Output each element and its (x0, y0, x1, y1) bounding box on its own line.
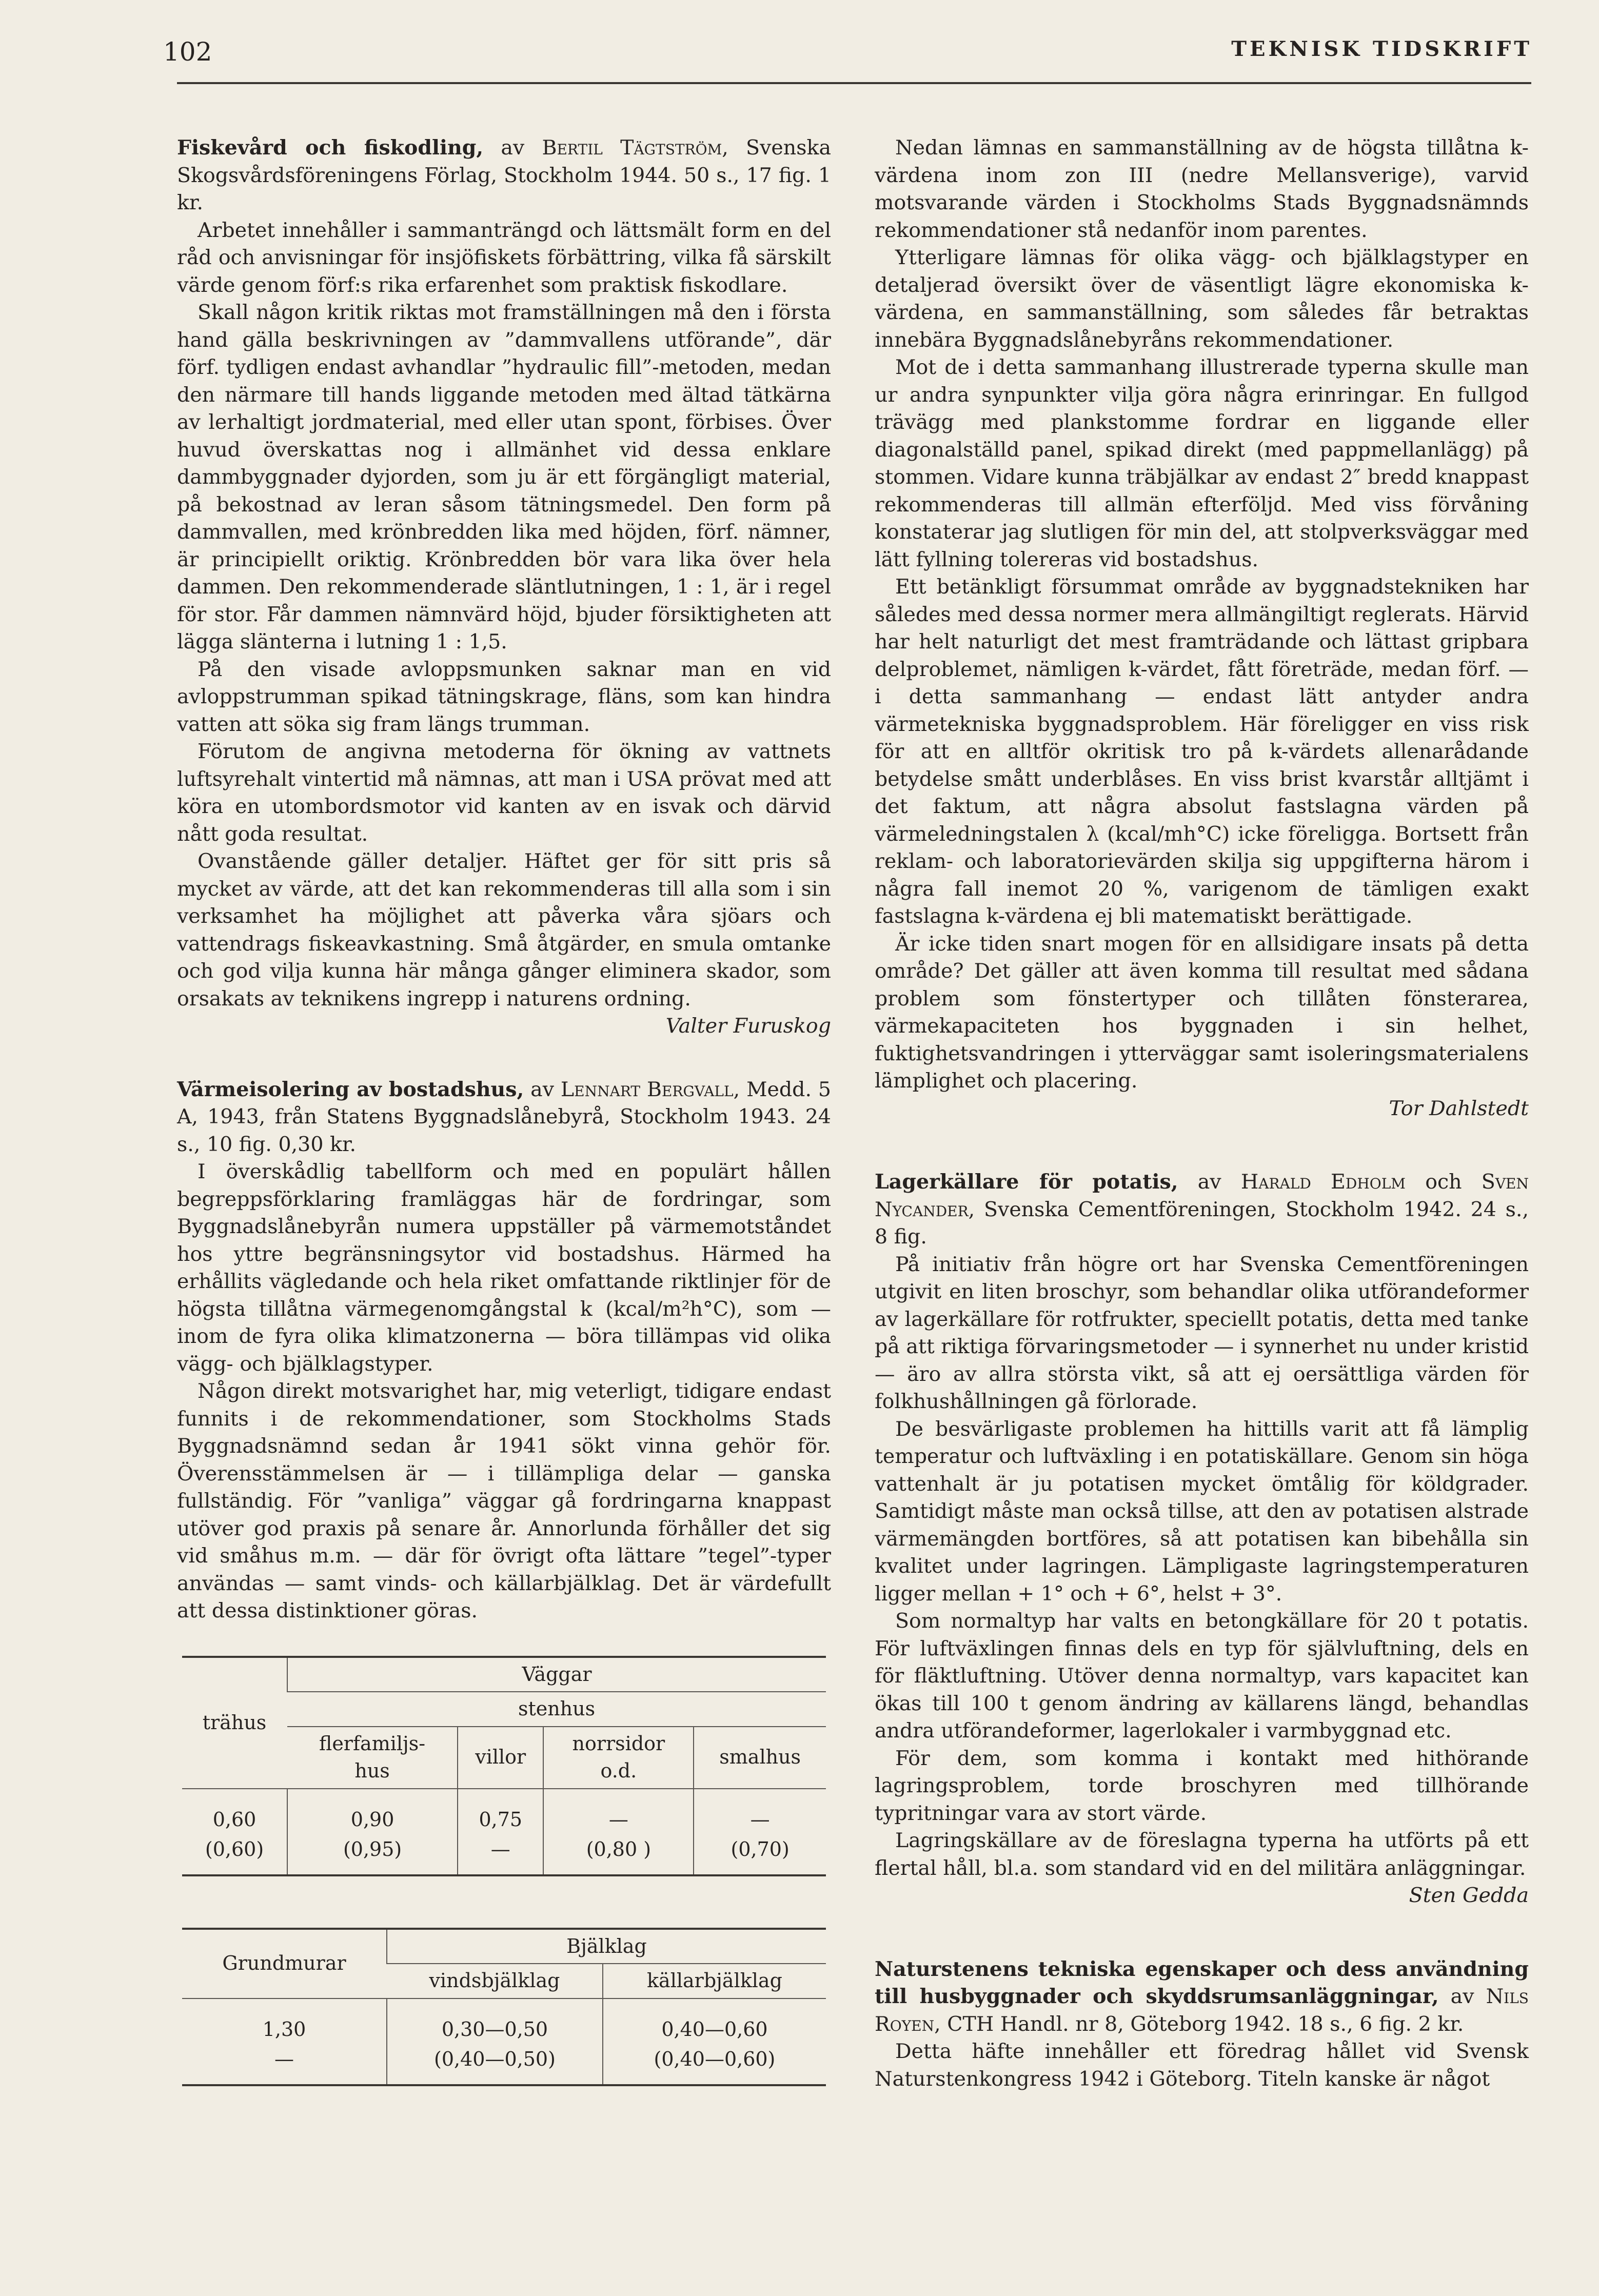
review-paragraph: I överskådlig tabellform och med en populärt hållen begreppsförklaring framläggas här de fordringar, som Byggnadslånebyrån numera uppställer på värmemotståndet hos yttre begränsningsytor vid bostadshus. Härmed ha erhållits vägledande och hela riket omfattande riktlinjer för de högsta tillåtna värmegenomgångstal k (kcal/m²h°C), som — inom de fyra olika klimatzonerna — böra tillämpas vid olika vägg- och bjälklagstyper. (177, 1160, 831, 1376)
header-bjalklag: Bjälklag (387, 1929, 826, 1964)
book-publication: Svenska Cementföreningen, Stockholm 1942. 24 s., 8 fig. (875, 1197, 1529, 1249)
value-villor: 0,75 — (458, 1789, 543, 1875)
review-paragraph: På den visade avloppsmunken saknar man en vid avloppstrumman spikad tätningskrage, fläns, som kan hindra vatten att söka sig fram längs trumman. (177, 657, 831, 736)
book-publication: Medd. 5 A, 1943, från Statens Byggnadslånebyrå, Stockholm 1943. 24 s., 10 fig. 0,30 kr. (177, 1077, 832, 1156)
book-author: Lennart Bergvall, (560, 1077, 740, 1101)
page-number: 102 (163, 37, 212, 67)
review-paragraph: Detta häfte innehåller ett föredrag hållet vid Svensk Naturstenkongress 1942 i Göteborg. Titeln kanske är något (875, 2040, 1529, 2091)
review-paragraph: Är icke tiden snart mogen för en allsidigare insats på detta område? Det gäller att även komma till resultat med sådana problem som fönstertyper och tillåten fönsterarea, värmekapaciteten hos byggnaden i sin helhet, fuktighetsvandringen i ytterväggar samt isoleringsmaterialens lämplighet och placering. (875, 932, 1529, 1093)
header-trahus: trähus (182, 1657, 287, 1789)
header-rule (177, 82, 1531, 84)
review-lagerkallare (875, 1169, 1529, 1910)
reviewer-signature: Valter Furuskog (665, 1014, 831, 1038)
value-kallarbjalklag: 0,40—0,60 (0,40—0,60) (603, 1998, 826, 2085)
review-paragraph: Som normaltyp har valts en betongkällare för 20 t potatis. För luftväxlingen finnas dels en typ för självluftning, dels en för fläktluftning. Utöver denna normaltyp, vars kapacitet kan ökas till 100 t genom ändring av källarens längd, behandlas andra utförandeformer, lagerlokaler i varmbyggnad etc. (875, 1609, 1529, 1743)
review-paragraph: Någon direkt motsvarighet har, mig veterligt, tidigare endast funnits i de rekommendationer, som Stockholms Stads Byggnadsnämnd sedan år 1941 sökt vinna gehör för. Överensstämmelsen är — i tillämpliga delar — ganska fullständig. För ”vanliga” väggar gå fordringarna knappast utöver god praxis på senare år. Annorlunda förhåller det sig vid småhus m.m. — där för övrigt ofta lättare ”tegel”-typer användas — samt vinds- och källarbjälklag. Det är värdefullt att dessa distinktioner göras. (177, 1379, 831, 1622)
review-varmeisolering (177, 1076, 831, 1625)
review-varmeisolering-continued (875, 134, 1529, 1122)
review-paragraph: Ytterligare lämnas för olika vägg- och bjälklagstyper en detaljerad översikt över de väsentligt lägre ekonomiska k-värdena, en sammanställning, som således får betraktas innebära Byggnadslånebyråns rekommendationer. (875, 246, 1529, 352)
review-paragraph: Arbetet innehåller i sammanträngd och lättsmält form en del råd och anvisningar för insjöfiskets förbättring, vilka få särskilt värde genom förf:s rika erfarenhet som praktisk fiskodlare. (177, 218, 831, 297)
left-column (177, 134, 831, 2086)
review-paragraph: Lagringskällare av de föreslagna typerna ha utförts på ett flertal håll, bl.a. som standard vid en del militära anläggningar. (875, 1829, 1529, 1880)
value-flerfamiljshus: 0,90 (0,95) (287, 1789, 458, 1875)
book-publication: CTH Handl. nr 8, Göteborg 1942. 18 s., 6 fig. 2 kr. (947, 2012, 1464, 2036)
floors-k-value-table (182, 1928, 826, 2086)
book-author: Bertil Tägtström, (542, 136, 728, 160)
review-citation: Lagerkällare för potatis, av Harald Edholm och Sven Nycander, Svenska Cementföreningen, Stockholm 1942. 24 s., 8 fig. (875, 1170, 1529, 1249)
header-grundmurar: Grundmurar (182, 1929, 387, 1998)
review-citation: Naturstenens tekniska egenskaper och dess användning till husbyggnader och skyddsrumsanläggningar, av Nils Royen, CTH Handl. nr 8, Göteborg 1942. 18 s., 6 fig. 2 kr. (875, 1957, 1529, 2036)
book-publication: Svenska Skogsvårdsföreningens Förlag, Stockholm 1944. 50 s., 17 fig. 1 kr. (177, 136, 831, 214)
book-title: Lagerkällare för potatis, (875, 1170, 1178, 1194)
value-grundmurar: 1,30 — (182, 1998, 387, 2085)
review-paragraph: Skall någon kritik riktas mot framställningen må den i första hand gälla beskrivningen av ”dammvallens utförande”, där förf. tydligen endast avhandlar ”hydraulic fill”-metoden, medan den närmare till hands liggande metoden med ältad tätkärna av lerhaltigt jordmaterial, med eller utan spont, förbises. Över huvud överskattas nog i allmänhet vid dessa enklare dammbyggnader dyjorden, som ju är ett förgängligt material, på bekostnad av leran såsom tätningsmedel. Den form på dammvallen, med krönbredden lika med höjden, förf. nämner, är principiellt oriktig. Krönbredden bör vara lika över hela dammen. Den rekommenderade släntlutningen, 1 : 1, är i regel för stor. Får dammen nämnvärd höjd, bjuder försiktigheten att lägga slänterna i lutning 1 : 1,5. (177, 301, 831, 654)
header-kallarbjalklag: källarbjälklag (603, 1964, 826, 1998)
header-vaggar: Väggar (287, 1657, 826, 1692)
book-title: Värmeisolering av bostadshus, (177, 1077, 524, 1101)
header-stenhus: stenhus (287, 1692, 826, 1727)
review-paragraph: Nedan lämnas en sammanställning av de högsta tillåtna k-värdena inom zon III (nedre Mellansverige), varvid motsvarande värden i Stockholms Stads Byggnadsnämnds rekommendationer stå nedanför inom parentes. (875, 136, 1529, 242)
review-paragraph: Ovanstående gäller detaljer. Häftet ger för sitt pris så mycket av värde, att det kan rekommenderas till alla som i sin verksamhet ha möjlighet att påverka våra sjöars och vattendrags fiskeavkastning. Små åtgärder, en smula omtanke och god vilja kunna här många gånger eliminera skador, som orsakats av teknikens ingrepp i naturens ordning. (177, 849, 831, 1011)
book-author: Sven Nycander, (875, 1170, 1529, 1221)
value-vindsbjalklag: 0,30—0,50 (0,40—0,50) (387, 1998, 603, 2085)
right-column (875, 134, 1529, 2093)
header-vindsbjalklag: vindsbjälklag (387, 1964, 603, 1998)
review-citation: Fiskevård och fiskodling, av Bertil Tägtström, Svenska Skogsvårdsföreningens Förlag, Stockholm 1944. 50 s., 17 fig. 1 kr. (177, 136, 831, 214)
journal-title: TEKNISK TIDSKRIFT (1231, 37, 1532, 61)
header-villor: villor (458, 1727, 543, 1789)
book-author: Nils Royen, (875, 1985, 1529, 2036)
book-title: Naturstenens tekniska egenskaper och dess användning till husbyggnader och skyddsrumsanläggningar, (875, 1957, 1529, 2008)
header-flerfamiljshus: flerfamiljs- hus (287, 1727, 458, 1789)
review-paragraph: På initiativ från högre ort har Svenska Cementföreningen utgivit en liten broschyr, som behandlar olika utförandeformer av lagerkällare för rotfrukter, speciellt potatis, detta med tanke på att riktiga förvaringsmetoder — i synnerhet nu under kristid — äro av allra största vikt, så att ej oersättliga värden för folkhushållningen gå förlorade. (875, 1252, 1529, 1413)
review-paragraph: Ett betänkligt försummat område av byggnadstekniken har således med dessa normer mera allmängiltigt reglerats. Härvid har helt naturligt det mest framträdande och lättast gripbara delproblemet, nämligen k-värdet, fått företräde, medan förf. — i detta sammanhang — endast lätt antyder andra värmetekniska byggnadsproblem. Här föreligger en viss risk för att en alltför okritisk tro på k-värdets allenarådande betydelse smått underblåses. En viss brist kvarstår alltjämt i det faktum, att några absolut fastslagna värden på värmeledningstalen λ (kcal/mh°C) icke föreligga. Bortsett från reklam- och laboratorievärden skilja sig uppgifterna härom i några fall inemot 20 %, varigenom de tämligen exakt fastslagna k-värdena ej bli matematiskt berättigade. (875, 575, 1529, 928)
header-smalhus: smalhus (694, 1727, 826, 1789)
book-title: Fiskevård och fiskodling, (177, 136, 484, 160)
review-paragraph: Mot de i detta sammanhang illustrerade typerna skulle man ur andra synpunkter vilja göra några erinringar. En fullgod trävägg med plankstomme fordrar en liggande eller diagonalställd panel, spikad direkt (med pappmellanlägg) på stommen. Vidare kunna träbjälkar av endast 2″ bredd knappast rekommenderas till allmän efterföljd. Med viss förvåning konstaterar jag slutligen för min del, att stolpverksväggar med lätt fyllning tolereras vid bostadshus. (875, 355, 1529, 571)
walls-k-value-table (182, 1656, 826, 1876)
review-paragraph: För dem, som komma i kontakt med hithörande lagringsproblem, torde broschyren med tillhörande typritningar vara av stort värde. (875, 1746, 1529, 1825)
review-citation: Värmeisolering av bostadshus, av Lennart Bergvall, Medd. 5 A, 1943, från Statens Byggnadslånebyrå, Stockholm 1943. 24 s., 10 fig. 0,30 kr. (177, 1077, 832, 1156)
review-paragraph: Förutom de angivna metoderna för ökning av vattnets luftsyrehalt vintertid må nämnas, att man i USA prövat med att köra en utombordsmotor vid kanten av en isvak och därvid nått goda resultat. (177, 740, 831, 846)
review-fiskevard (177, 134, 831, 1040)
review-paragraph: De besvärligaste problemen ha hittills varit att få lämplig temperatur och luftväxling i en potatiskällare. Genom sin höga vattenhalt är ju potatisen mycket ömtålig för köldgrader. Samtidigt måste man också tillse, att den av potatisen alstrade värmemängden bortföres, så att potatisen kan bibehålla sin kvalitet under lagringen. Lämpligaste lagringstemperaturen ligger mellan + 1° och + 6°, helst + 3°. (875, 1417, 1529, 1606)
reviewer-signature: Sten Gedda (1409, 1884, 1529, 1907)
header-norrsidor: norrsidor o.d. (543, 1727, 694, 1789)
book-author: Harald Edholm (1240, 1170, 1406, 1194)
reviewer-signature: Tor Dahlstedt (1389, 1096, 1529, 1120)
review-naturstenens (875, 1956, 1529, 2093)
value-smalhus: — (0,70) (694, 1789, 826, 1875)
value-norrsidor: — (0,80 ) (543, 1789, 694, 1875)
value-trahus: 0,60 (0,60) (182, 1789, 287, 1875)
